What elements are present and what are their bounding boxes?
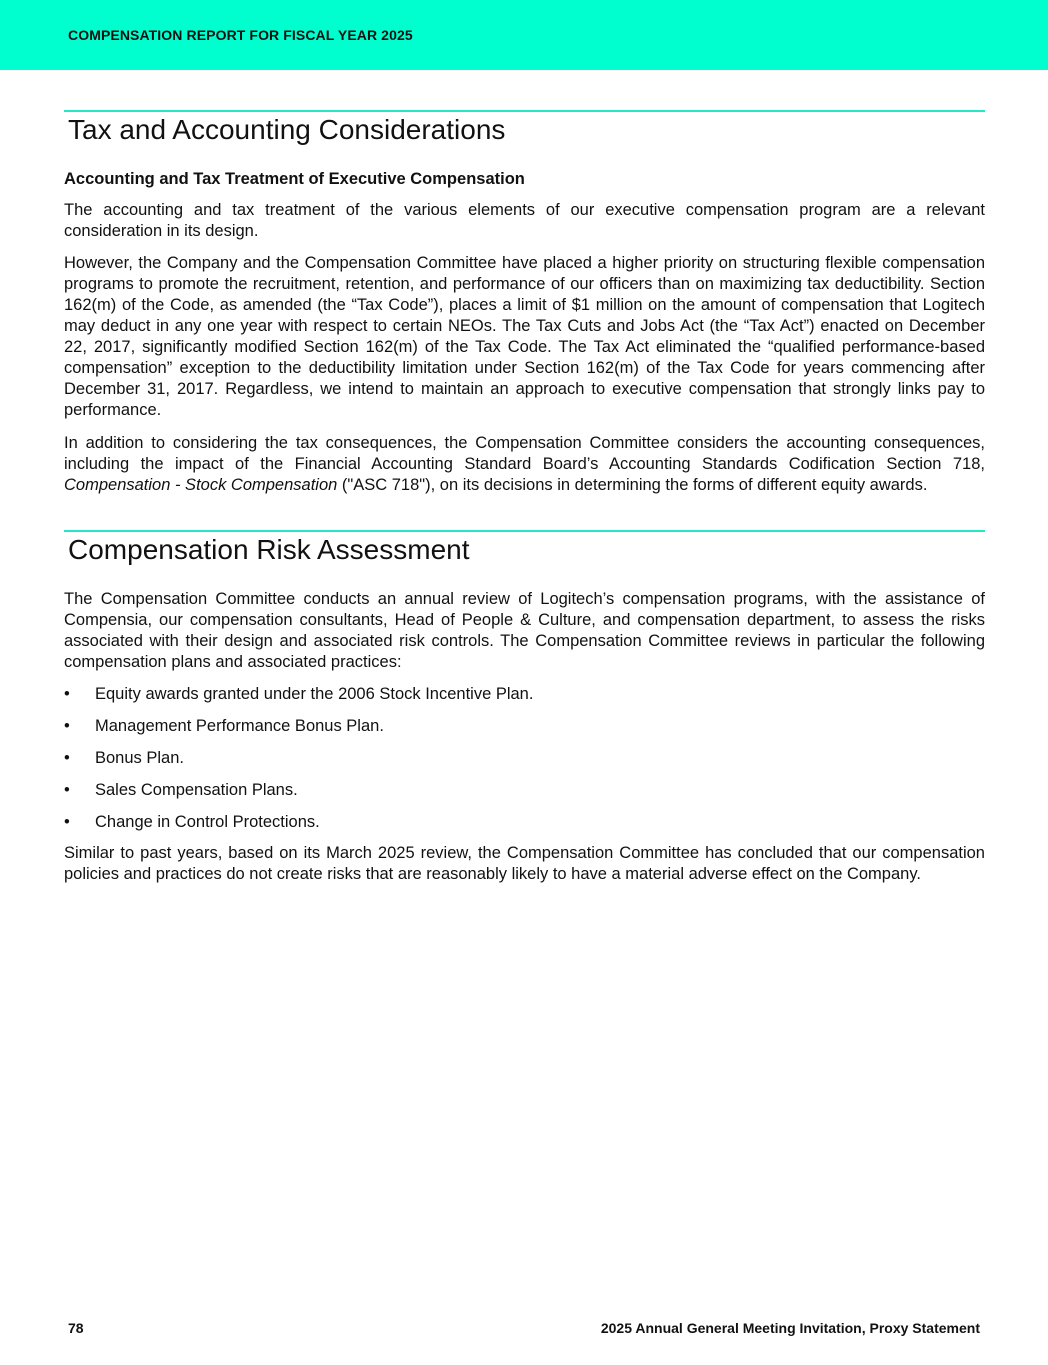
- paragraph: The Compensation Committee conducts an annual review of Logitech’s compensation programs, with the assistance of Compensia, our compensation consultants, Head of People & Culture, and compensation department, to assess the risks associated with their design and associated risk controls. The Compensation Committee reviews in particular the following compensation plans and associated practices:: [64, 590, 985, 671]
- list-item: [64, 684, 985, 716]
- header-banner: [0, 0, 1048, 70]
- list-item-text: Bonus Plan.: [95, 749, 184, 767]
- list-item: [64, 748, 985, 780]
- paragraph: The accounting and tax treatment of the various elements of our executive compensation program are a relevant consideration in its design.: [64, 201, 985, 240]
- list-item: [64, 780, 985, 812]
- paragraph-italic-text: Compensation - Stock Compensation: [64, 476, 338, 494]
- paragraph: [64, 433, 985, 496]
- list-item-text: Management Performance Bonus Plan.: [95, 717, 384, 735]
- footer-document-title: 2025 Annual General Meeting Invitation, Proxy Statement: [600, 1320, 980, 1336]
- subheading-accounting-tax-treatment: Accounting and Tax Treatment of Executive Compensation: [64, 170, 525, 188]
- bullet-icon: •: [64, 813, 70, 831]
- section-heading-tax-accounting: Tax and Accounting Considerations: [68, 114, 506, 145]
- list-item-text: Change in Control Protections.: [95, 813, 320, 831]
- bullet-icon: •: [64, 749, 70, 767]
- bullet-icon: •: [64, 717, 70, 735]
- list-item: [64, 812, 985, 844]
- paragraph: Similar to past years, based on its March 2025 review, the Compensation Committee has concluded that our compensation policies and practices do not create risks that are reasonably likely to have a material adverse effect on the Company.: [64, 844, 985, 883]
- paragraph-text: ("ASC 718"), on its decisions in determining the forms of different equity awards.: [337, 476, 928, 494]
- section-divider: [64, 530, 985, 532]
- bullet-list: [64, 684, 985, 844]
- section-heading-risk-assessment: Compensation Risk Assessment: [68, 534, 470, 565]
- page-number: 78: [68, 1320, 84, 1336]
- list-item-text: Equity awards granted under the 2006 Stock Incentive Plan.: [95, 685, 534, 703]
- report-title: COMPENSATION REPORT FOR FISCAL YEAR 2025: [68, 27, 413, 43]
- list-item-text: Sales Compensation Plans.: [95, 781, 298, 799]
- bullet-icon: •: [64, 781, 70, 799]
- bullet-icon: •: [64, 685, 70, 703]
- paragraph: However, the Company and the Compensation Committee have placed a higher priority on structuring flexible compensation programs to promote the recruitment, retention, and performance of our officers than on maximizing tax deductibility. Section 162(m) of the Code, as amended (the “Tax Code”), places a limit of $1 million on the amount of compensation that Logitech may deduct in any one year with respect to certain NEOs. The Tax Cuts and Jobs Act (the “Tax Act”) enacted on December 22, 2017, significantly modified Section 162(m) of the Tax Code. The Tax Act eliminated the “qualified performance-based compensation” exception to the deductibility limitation under Section 162(m) of the Tax Code for years commencing after December 31, 2017. Regardless, we intend to maintain an approach to executive compensation that strongly links pay to performance.: [64, 254, 985, 419]
- list-item: [64, 716, 985, 748]
- paragraph-text: In addition to considering the tax consequences, the Compensation Committee considers the accounting consequences, including the impact of the Financial Accounting Standard Board’s Accounting Standards Codification Section 718,: [64, 434, 985, 473]
- section-divider: [64, 110, 985, 112]
